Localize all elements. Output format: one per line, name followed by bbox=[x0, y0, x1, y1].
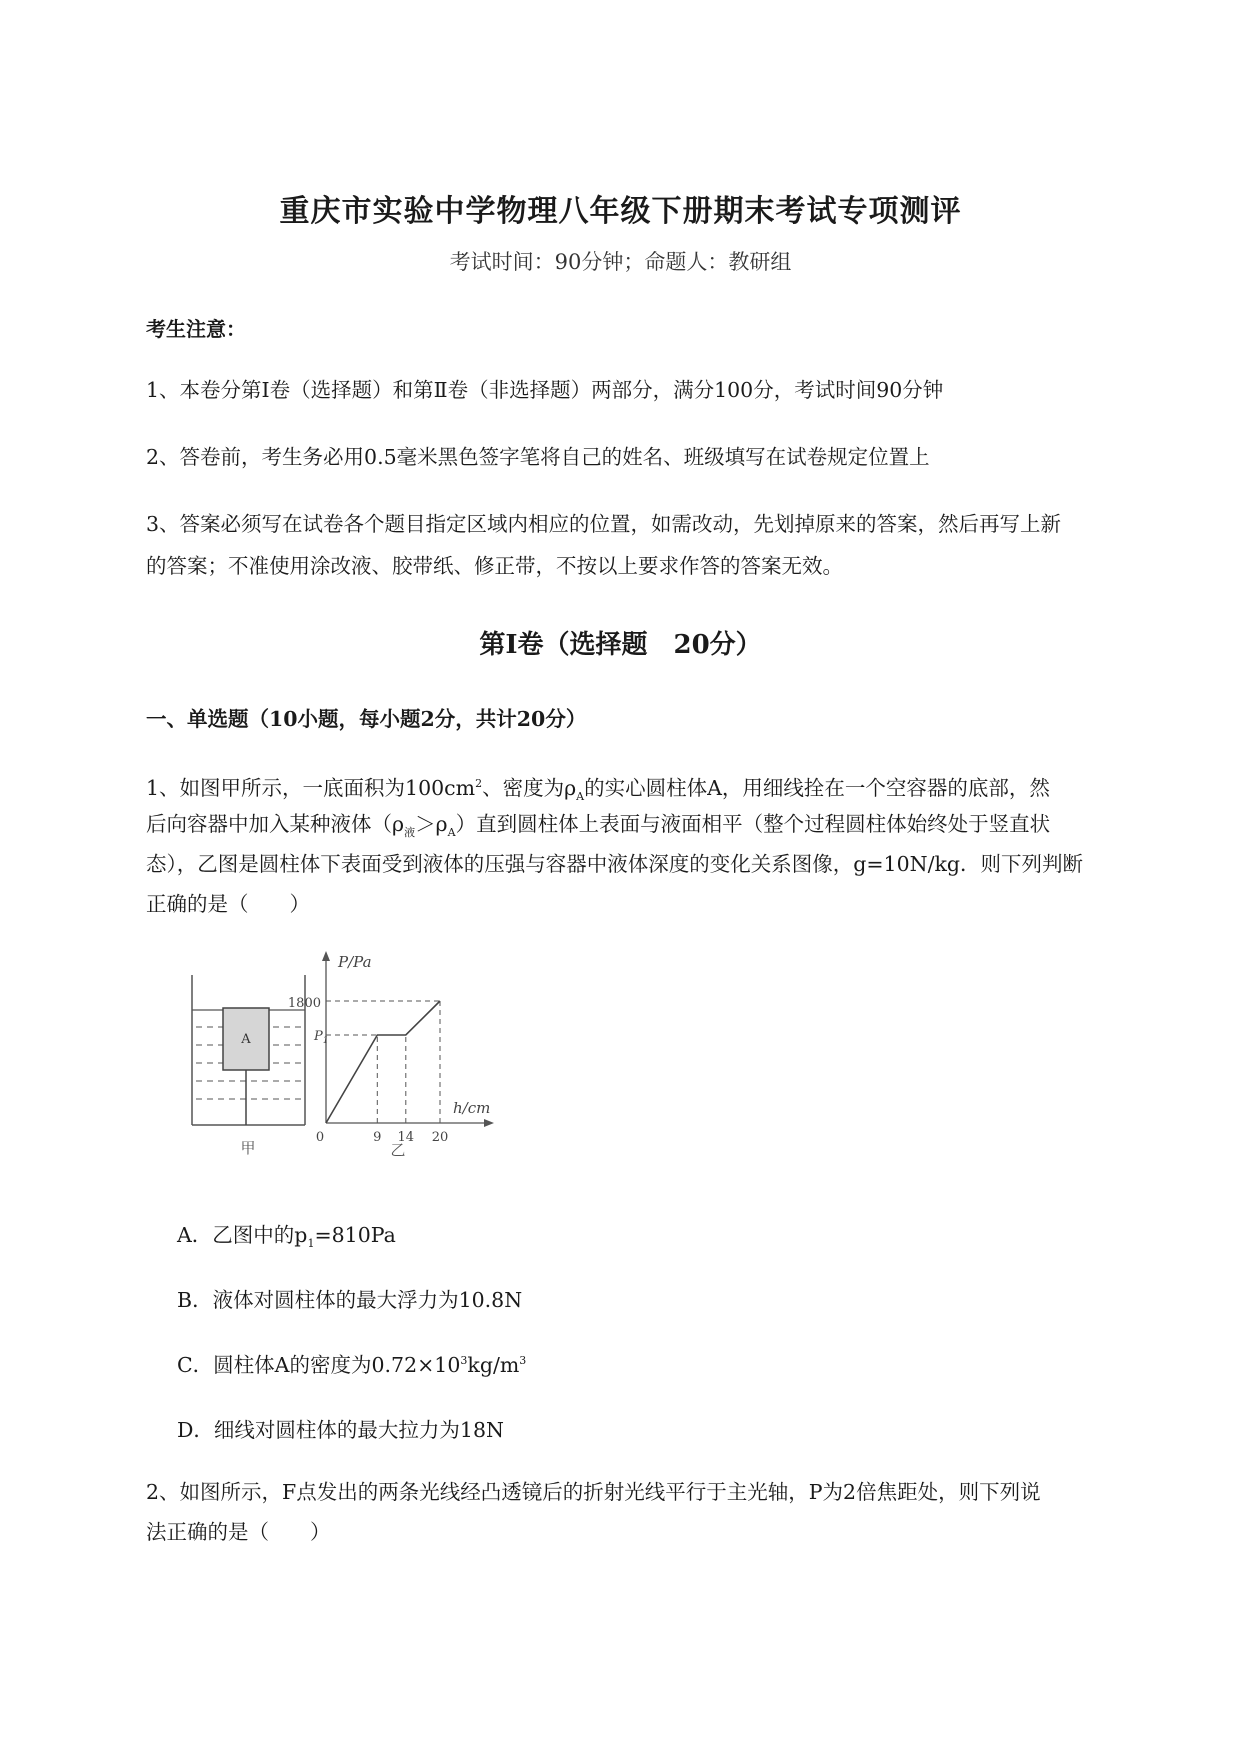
x-tick-14: 14 bbox=[397, 1130, 415, 1145]
y-tick-1800: 1800 bbox=[287, 996, 321, 1011]
q1-text: 1、如图甲所示，一底面积为100cm bbox=[146, 775, 476, 800]
part-heading: 一、单选题（10小题，每小题2分，共计20分） bbox=[146, 707, 587, 731]
q1-line-2 bbox=[146, 806, 1050, 851]
q1-line-3: 态），乙图是圆柱体下表面受到液体的压强与容器中液体深度的变化关系图像，g=10N/kg．则下列判断 bbox=[146, 852, 1084, 876]
q1-option-b[interactable]: B．液体对圆柱体的最大浮力为10.8N bbox=[177, 1288, 523, 1312]
yi-label: 乙 bbox=[390, 1141, 406, 1159]
q2-line-2: 法正确的是（ ） bbox=[146, 1520, 331, 1544]
x-axis-arrow bbox=[484, 1119, 494, 1127]
q1-text: 后向容器中加入某种液体（ρ bbox=[146, 812, 405, 836]
x-tick-9: 9 bbox=[373, 1130, 382, 1145]
option-a-sub: 1 bbox=[307, 1237, 315, 1251]
section-title: 第I卷（选择题 20分） bbox=[479, 630, 762, 660]
option-c-text: C．圆柱体A的密度为0.72×10 bbox=[177, 1353, 461, 1377]
q1-option-d[interactable]: D．细线对圆柱体的最大拉力为18N bbox=[177, 1418, 504, 1442]
q1-text: ）直到圆柱体上表面与液面相平（整个过程圆柱体始终处于竖直状 bbox=[455, 812, 1051, 836]
q1-text: 的实心圆柱体A，用细线拴在一个空容器的底部，然 bbox=[584, 775, 1050, 800]
option-a-text: =810Pa bbox=[314, 1223, 396, 1247]
exam-subtitle: 考试时间：90分钟；命题人：教研组 bbox=[449, 250, 792, 274]
x-tick-20: 20 bbox=[431, 1130, 449, 1145]
q2-line-1: 2、如图所示，F点发出的两条光线经凸透镜后的折射光线平行于主光轴，P为2倍焦距处，则下列说 bbox=[146, 1480, 1041, 1504]
cylinder-label: A bbox=[241, 1032, 251, 1047]
jia-label: 甲 bbox=[240, 1139, 256, 1157]
option-c-sup: 3 bbox=[519, 1354, 527, 1368]
pressure-curve bbox=[326, 1001, 440, 1123]
notice-item-1: 1、本卷分第I卷（选择题）和第Ⅱ卷（非选择题）两部分，满分100分，考试时间90分钟 bbox=[146, 378, 944, 402]
q1-sub: 液 bbox=[404, 826, 416, 840]
q1-option-c[interactable] bbox=[177, 1348, 526, 1378]
exam-title: 重庆市实验中学物理八年级下册期末考试专项测评 bbox=[279, 194, 962, 229]
option-c-text: kg/m bbox=[467, 1353, 520, 1377]
notice-item-2: 2、答卷前，考生务必用0.5毫米黑色签字笔将自己的姓名、班级填写在试卷规定位置上 bbox=[146, 445, 930, 469]
q1-text: ＞ρ bbox=[415, 812, 448, 836]
option-c-sup: 3 bbox=[460, 1354, 468, 1368]
y-axis-label: P/Pa bbox=[338, 953, 372, 971]
q1-sup: 2 bbox=[475, 777, 483, 790]
x-ticks bbox=[316, 1130, 448, 1145]
q1-sub: A bbox=[447, 826, 456, 840]
q1-figure bbox=[180, 945, 560, 1170]
x-tick-0: 0 bbox=[315, 1130, 325, 1145]
option-a-text: A．乙图中的p bbox=[177, 1223, 308, 1247]
q1-line-4: 正确的是（ ） bbox=[146, 892, 310, 916]
notice-heading: 考生注意： bbox=[146, 317, 246, 341]
q1-sub: A bbox=[576, 789, 585, 803]
x-axis-label: h/cm bbox=[453, 1099, 491, 1117]
y-axis-arrow bbox=[322, 951, 330, 961]
notice-item-3-cont: 的答案；不准使用涂改液、胶带纸、修正带，不按以上要求作答的答案无效。 bbox=[146, 554, 843, 578]
q1-option-a[interactable] bbox=[177, 1218, 396, 1250]
q1-text: 、密度为ρ bbox=[482, 775, 577, 800]
guide-lines bbox=[326, 1001, 440, 1123]
notice-item-3: 3、答案必须写在试卷各个题目指定区域内相应的位置，如需改动，先划掉原来的答案，然后再写上新 bbox=[146, 512, 1062, 536]
y-tick-p1: $P_1$ bbox=[314, 1029, 329, 1046]
